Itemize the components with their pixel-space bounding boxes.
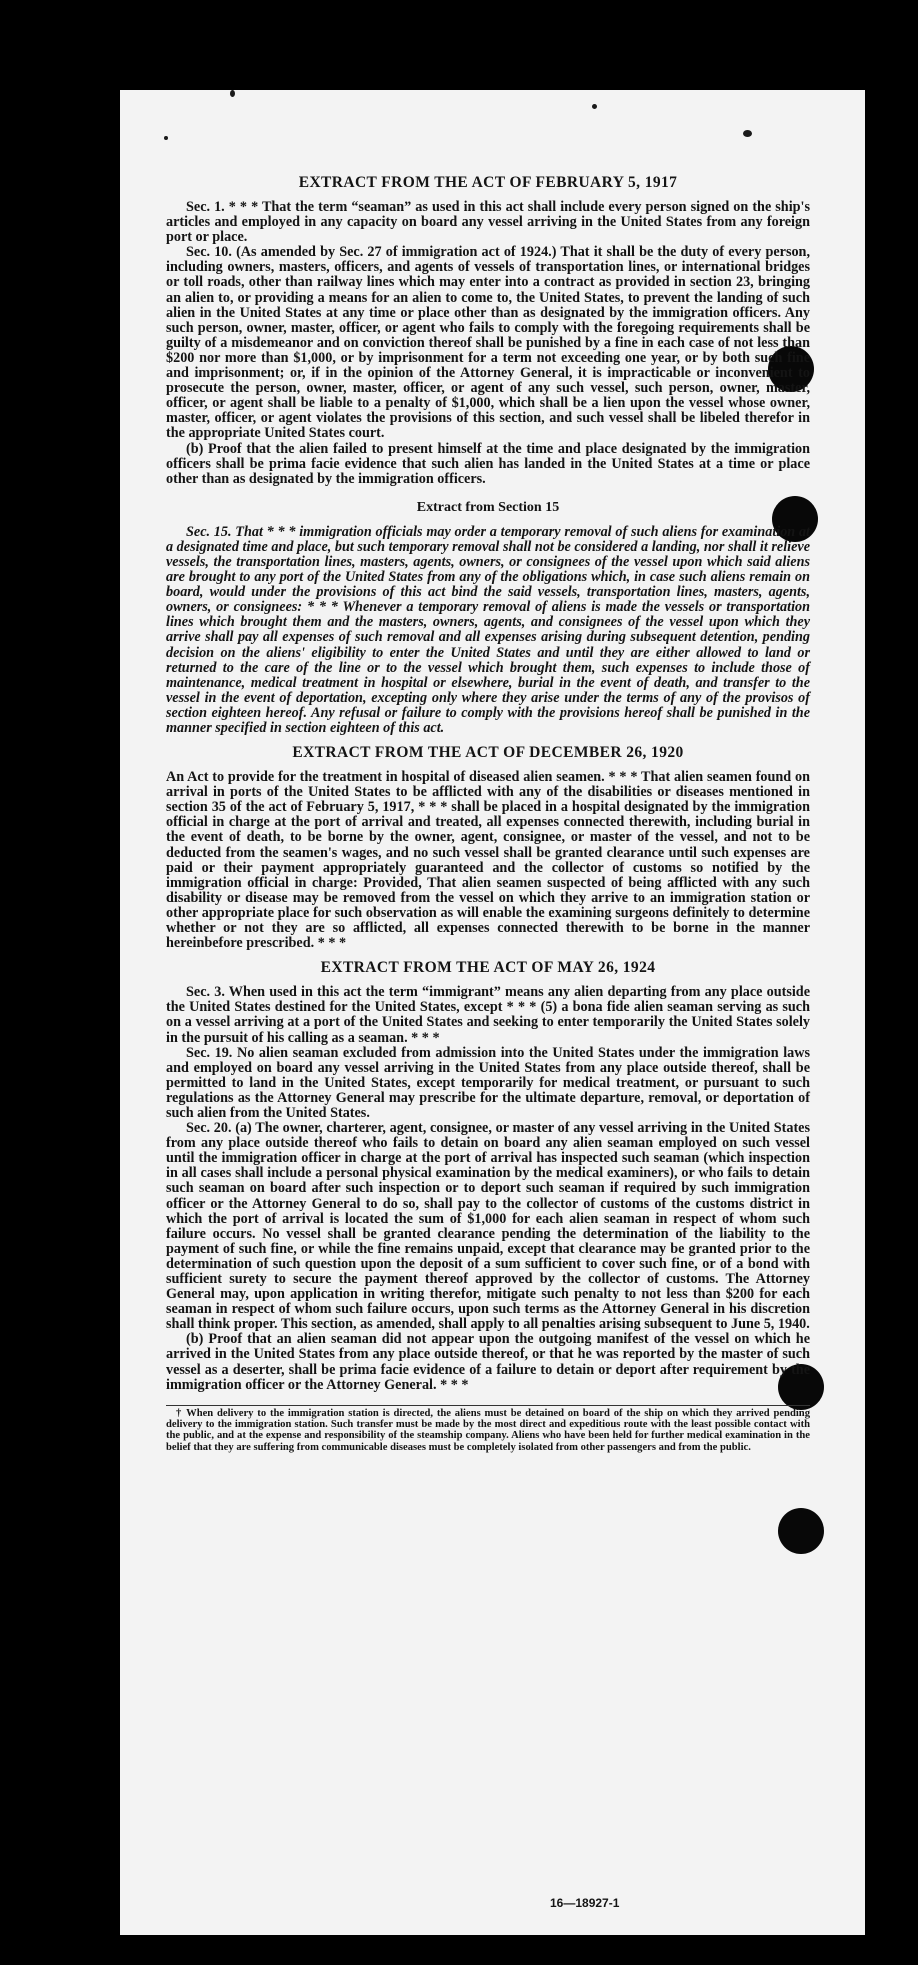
sec-3-text: Sec. 3. When used in this act the term “immigrant” means any alien departing from any place outside the United States destined for the United States, except * * * (5) a bona fide alien seaman serving as such on a vessel arriving at a port of the United States and seeking to enter temporarily the United States solely in the pursuit of his calling as a seaman. * * * — [166, 984, 810, 1046]
sec-19-text: Sec. 19. No alien seaman excluded from admission into the United States under the immigration laws and employed on board any vessel arriving in the United States from any place outside thereof, shall be permitted to land in the United States, except temporarily for medical treatment, or pursuant to such regulations as the Attorney General may prescribe for the ultimate departure, removal, or deportation of such alien from the United States. — [166, 1044, 810, 1121]
sec-10b-text: (b) Proof that the alien failed to present himself at the time and place designated by the immigration officers shall be prima facie evidence that such alien has landed in the United States at a time or place other than as designated by the immigration officers. — [166, 440, 810, 487]
sec-15-text: Sec. 15. That * * * immigration officials may order a temporary removal of such aliens for examination at a designated time and place, but such temporary removal shall not be considered a landing, nor shall it relieve vessels, the transportation lines, masters, agents, owners, or consignees of the vessel upon which said aliens are brought to any port of the United States from any of the obligations which, in case such aliens remain on board, would under the provisions of this act bind the said vessels, transportation lines, masters, agents, owners, or consignees: * * * Whenever a temporary removal of aliens is made the vessels or transportation lines which brought them and the masters, owners, agents, and consignees of the vessel upon which they arrive shall pay all expenses of such removal and all expenses arising during subsequent detention, pending decision on the aliens' eligibility to enter the United States and until they are either allowed to land or returned to the care of the line or to the vessel which brought them, such expenses to include those of maintenance, medical treatment in hospital or elsewhere, burial in the event of death, and transfer to the vessel in the event of deportation, excepting only where they arise under the terms of any of the provisos of section eighteen hereof. Any refusal or failure to comply with the provisions hereof shall be punished in the manner specified in section eighteen of this act. — [166, 523, 810, 736]
heading-act-1917: EXTRACT FROM THE ACT OF FEBRUARY 5, 1917 — [298, 174, 678, 191]
punch-hole — [778, 1508, 824, 1554]
footnote-rule — [166, 1405, 810, 1406]
sec-20-text: Sec. 20. (a) The owner, charterer, agent, consignee, or master of any vessel arriving in the United States from any place outside thereof who fails to detain on board any alien seaman employed on such vessel until the immigration officer in charge at the port of arrival has inspected such seaman (which inspection in all cases shall include a personal physical examination by the medical examiners), or who fails to detain such seaman on board after such inspection or to deport such seaman if required by such immigration officer or the Attorney General to do so, shall pay to the collector of customs of the customs district in which the port of arrival is located the sum of $1,000 for each alien seaman in respect of whom such failure occurs. No vessel shall be granted clearance pending the determination of the liability to the payment of such fine, or while the fine remains unpaid, except that clearance may be granted prior to the determination of such question upon the deposit of a sum sufficient to cover such fine, or of a bond with sufficient surety to secure the payment thereof approved by the collector of customs. The Attorney General may, upon application in writing therefor, mitigate such penalty to not less than $200 for each seaman in respect of whom such failure occurs, upon such terms as the Attorney General in his discretion shall think proper. This section, as amended, shall apply to all penalties arising subsequent to June 5, 1940. — [166, 1120, 810, 1333]
document-body — [166, 174, 810, 1453]
act-1920-text: An Act to provide for the treatment in hospital of diseased alien seamen. * * * That alien seamen found on arrival in ports of the United States to be afflicted with any of the disabilities or diseases mentioned in section 35 of the act of February 5, 1917, * * * shall be placed in a hospital designated by the immigration official in charge at the port of arrival and treated, all expenses connected therewith, including burial in the event of death, to be borne by the owner, agent, consignee, or master of the vessel, and not to be deducted from the seamen's wages, and no such vessel shall be granted clearance until such expenses are paid or their payment appropriately guaranteed and the collector of customs so notified by the immigration official in charge: Provided, That alien seamen suspected of being afflicted with any such disability or disease may be removed from the vessel on which they arrive to an immigration station or other appropriate place for such observation as will enable the examining surgeons definitely to determine whether or not they are so afflicted, all expenses connected therewith to be borne in the manner hereinbefore prescribed. * * * — [166, 769, 810, 952]
heading-act-1924: EXTRACT FROM THE ACT OF MAY 26, 1924 — [320, 959, 656, 977]
sec-1-text: Sec. 1. * * * That the term “seaman” as used in this act shall include every person signed on the ship's articles and employed in any capacity on board any vessel arriving in the United States from any foreign port or place. — [166, 199, 810, 246]
speck — [592, 104, 597, 109]
document-page — [120, 90, 865, 1935]
heading-section-15: Extract from Section 15 — [416, 499, 560, 515]
form-code: 16—18927-1 — [550, 1896, 620, 1910]
speck — [164, 136, 168, 140]
footnote: † When delivery to the immigration station is directed, the aliens must be detained on board of the ship on which they arrived pending delivery to the immigration station. Such transfer must be made by the most direct and expeditious route with the least possible contact with the public, and at the expense and responsibility of the steamship company. Aliens who have been held for further medical examination in the belief that they are suffering from communicable diseases must be completely isolated from other passengers and from the public. — [166, 1407, 810, 1453]
speck — [743, 130, 752, 137]
sec-10-text: Sec. 10. (As amended by Sec. 27 of immigration act of 1924.) That it shall be the duty of every person, including owners, masters, officers, and agents of vessels of transportation lines, or international bridges or toll roads, other than railway lines which may enter into a contract as provided in section 23, bringing an alien to, or providing a means for an alien to come to, the United States, to prevent the landing of such alien in the United States at any time or place other than as designated by the immigration officers. Any such person, owner, master, officer, or agent who fails to comply with the foregoing requirements shall be guilty of a misdemeanor and on conviction thereof shall be punished by a fine in each case of not less than $200 nor more than $1,000, or by imprisonment for a term not exceeding one year, or by both such fine and imprisonment; or, if in the opinion of the Attorney General, it is impracticable or inconvenient to prosecute the person, owner, master, officer, or agent of any such vessel, such person, owner, master, officer, or agent shall be liable to a penalty of $1,000, which shall be a lien upon the vessel whose owner, master, officer, or agent violates the provisions of this section, and such vessel shall be libeled therefor in the appropriate United States court. — [166, 244, 810, 442]
sec-20b-text: (b) Proof that an alien seaman did not appear upon the outgoing manifest of the vessel on which he arrived in the United States from any place outside thereof, or that he was reported by the master of such vessel as a deserter, shall be prima facie evidence of a failure to detain or deport after requirement by the immigration officer or the Attorney General. * * * — [166, 1331, 810, 1393]
speck — [230, 90, 235, 97]
heading-act-1920: EXTRACT FROM THE ACT OF DECEMBER 26, 1920 — [292, 744, 684, 762]
